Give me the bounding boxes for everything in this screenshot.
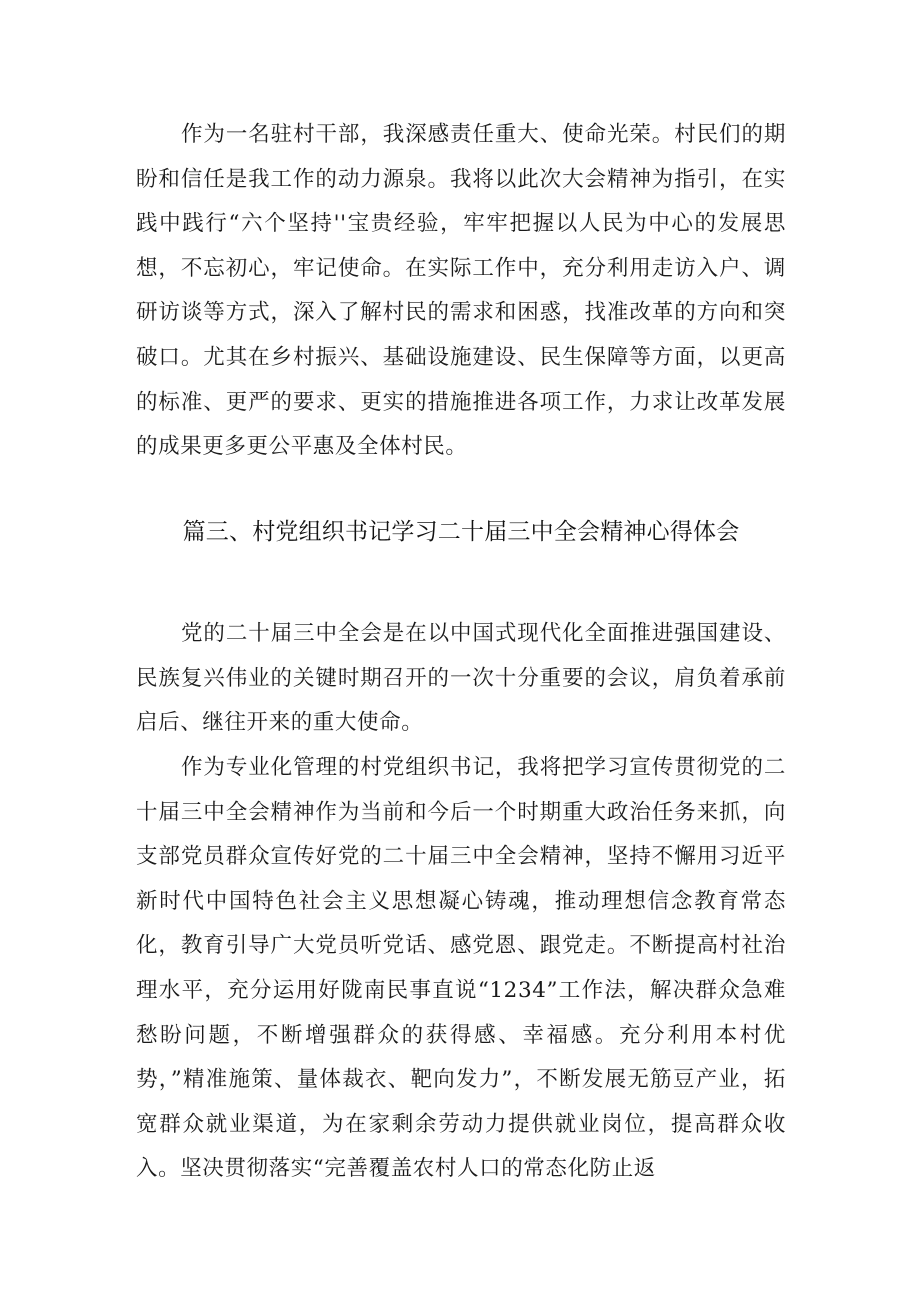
body-paragraph: 党的二十届三中全会是在以中国式现代化全面推进强国建设、民族复兴伟业的关键时期召开的一次十分重要的会议，肩负着承前启后、继往开来的重大使命。 [136,621,786,736]
body-paragraph: 作为专业化管理的村党组织书记，我将把学习宣传贯彻党的二十届三中全会精神作为当前和今后一个时期重大政治任务来抓，向支部党员群众宣传好党的二十届三中全会精神，坚持不懈用习近平新时代中国特色社会主义思想凝心铸魂，推动理想信念教育常态化，教育引导广大党员听党话、感党恩、跟党走。不断提高村社治理水平，充分运用好陇南民事直说“1234”工作法，解决群众急难愁盼问题，不断增强群众的获得感、幸福感。充分利用本村优势，”精准施策、量体裁衣、靶向发力”，不断发展无筋豆产业，拓宽群众就业渠道，为在家剩余劳动力提供就业岗位，提高群众收入。坚决贯彻落实“完善覆盖农村人口的常态化防止返 [136,755,786,1182]
section-title: 篇三、村党组织书记学习二十届三中全会精神心得体会 [182,519,740,545]
body-paragraph: 作为一名驻村干部，我深感责任重大、使命光荣。村民们的期盼和信任是我工作的动力源泉。我将以此次大会精神为指引，在实践中践行“六个坚持''宝贵经验，牢牢把握以人民为中心的发展思想，不忘初心，牢记使命。在实际工作中，充分利用走访入户、调研访谈等方式，深入了解村民的需求和困惑，找准改革的方向和突破口。尤其在乡村振兴、基础设施建设、民生保障等方面，以更高的标准、更严的要求、更实的措施推进各项工作，力求让改革发展的成果更多更公平惠及全体村民。 [136,122,786,460]
